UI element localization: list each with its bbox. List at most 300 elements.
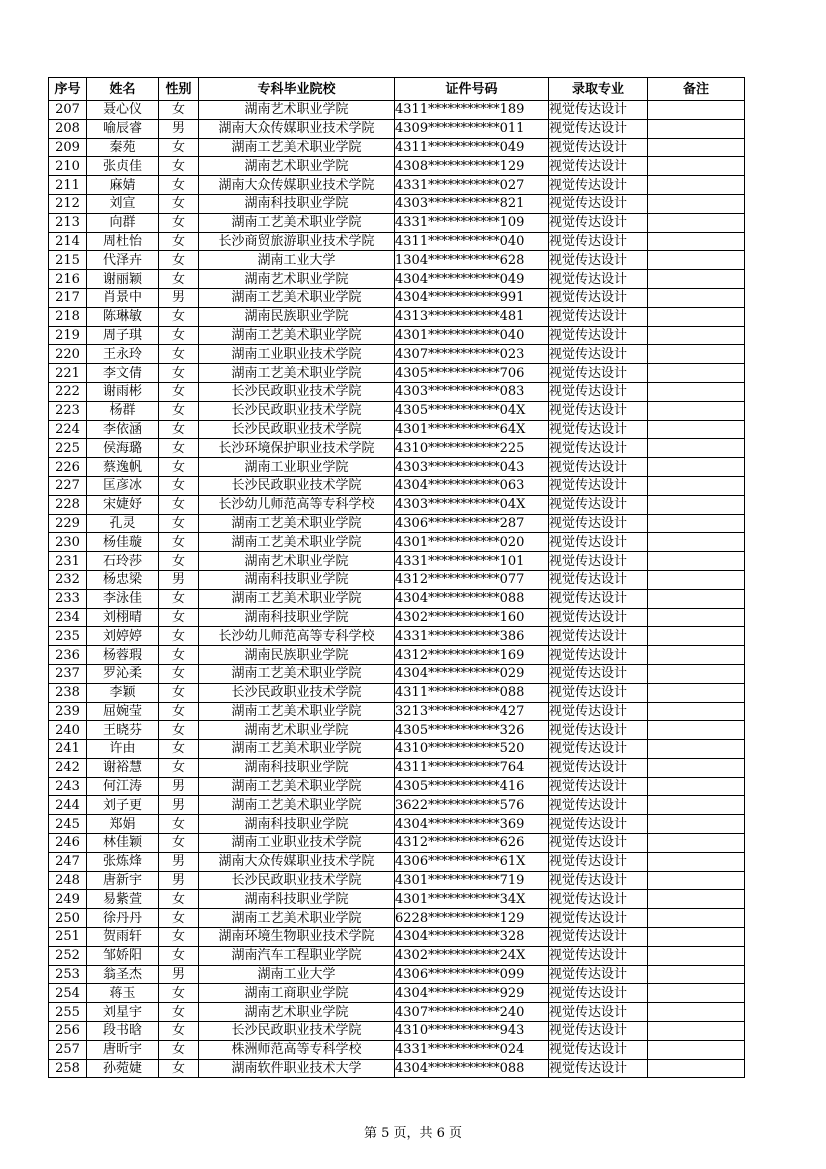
header-school: 专科毕业院校 bbox=[199, 78, 395, 101]
cell-note bbox=[648, 946, 745, 965]
cell-gender: 女 bbox=[159, 533, 199, 552]
cell-note bbox=[648, 270, 745, 289]
cell-school: 长沙民政职业技术学院 bbox=[199, 476, 395, 495]
table-row bbox=[49, 458, 745, 477]
cell-gender: 女 bbox=[159, 740, 199, 759]
cell-seq: 255 bbox=[49, 1003, 87, 1022]
table-row bbox=[49, 965, 745, 984]
cell-major: 视觉传达设计 bbox=[549, 834, 648, 853]
cell-note bbox=[648, 589, 745, 608]
table-row bbox=[49, 495, 745, 514]
cell-school: 长沙民政职业技术学院 bbox=[199, 871, 395, 890]
table-row bbox=[49, 740, 745, 759]
cell-seq: 243 bbox=[49, 777, 87, 796]
cell-gender: 女 bbox=[159, 194, 199, 213]
cell-id-number: 4301***********040 bbox=[395, 326, 549, 345]
cell-seq: 239 bbox=[49, 702, 87, 721]
table-row bbox=[49, 852, 745, 871]
cell-note bbox=[648, 796, 745, 815]
cell-school: 湖南科技职业学院 bbox=[199, 890, 395, 909]
cell-note bbox=[648, 777, 745, 796]
table-row bbox=[49, 683, 745, 702]
table-row bbox=[49, 514, 745, 533]
cell-seq: 250 bbox=[49, 909, 87, 928]
table-row bbox=[49, 476, 745, 495]
cell-id-number: 4311***********764 bbox=[395, 758, 549, 777]
cell-gender: 男 bbox=[159, 871, 199, 890]
cell-major: 视觉传达设计 bbox=[549, 119, 648, 138]
cell-name: 许由 bbox=[87, 740, 159, 759]
cell-id-number: 4301***********64X bbox=[395, 420, 549, 439]
cell-gender: 女 bbox=[159, 608, 199, 627]
cell-gender: 女 bbox=[159, 1040, 199, 1059]
cell-note bbox=[648, 646, 745, 665]
cell-seq: 208 bbox=[49, 119, 87, 138]
cell-name: 李文倩 bbox=[87, 364, 159, 383]
cell-gender: 女 bbox=[159, 307, 199, 326]
cell-school: 长沙环境保护职业技术学院 bbox=[199, 439, 395, 458]
cell-id-number: 4305***********326 bbox=[395, 721, 549, 740]
cell-gender: 女 bbox=[159, 589, 199, 608]
cell-id-number: 4307***********023 bbox=[395, 345, 549, 364]
cell-note bbox=[648, 157, 745, 176]
cell-school: 湖南工艺美术职业学院 bbox=[199, 664, 395, 683]
cell-major: 视觉传达设计 bbox=[549, 852, 648, 871]
cell-school: 湖南艺术职业学院 bbox=[199, 1003, 395, 1022]
cell-seq: 225 bbox=[49, 439, 87, 458]
cell-major: 视觉传达设计 bbox=[549, 307, 648, 326]
table-row bbox=[49, 834, 745, 853]
cell-note bbox=[648, 909, 745, 928]
cell-school: 湖南科技职业学院 bbox=[199, 758, 395, 777]
table-row bbox=[49, 777, 745, 796]
cell-school: 湖南工艺美术职业学院 bbox=[199, 326, 395, 345]
cell-major: 视觉传达设计 bbox=[549, 439, 648, 458]
table-row bbox=[49, 646, 745, 665]
cell-id-number: 4309***********011 bbox=[395, 119, 549, 138]
table-row bbox=[49, 157, 745, 176]
cell-school: 湖南工业职业技术学院 bbox=[199, 834, 395, 853]
table-row bbox=[49, 1022, 745, 1041]
cell-name: 杨群 bbox=[87, 401, 159, 420]
cell-gender: 女 bbox=[159, 890, 199, 909]
header-name: 姓名 bbox=[87, 78, 159, 101]
cell-school: 湖南艺术职业学院 bbox=[199, 721, 395, 740]
page-number: 第 5 页，共 6 页 bbox=[363, 1126, 463, 1141]
table-row bbox=[49, 420, 745, 439]
cell-name: 谢裕慧 bbox=[87, 758, 159, 777]
cell-school: 湖南工业大学 bbox=[199, 251, 395, 270]
cell-gender: 女 bbox=[159, 382, 199, 401]
cell-major: 视觉传达设计 bbox=[549, 1059, 648, 1078]
cell-seq: 253 bbox=[49, 965, 87, 984]
cell-note bbox=[648, 815, 745, 834]
table-row bbox=[49, 364, 745, 383]
cell-name: 蒋玉 bbox=[87, 984, 159, 1003]
cell-name: 孔灵 bbox=[87, 514, 159, 533]
table-row bbox=[49, 721, 745, 740]
cell-note bbox=[648, 138, 745, 157]
table-row bbox=[49, 928, 745, 947]
cell-name: 向群 bbox=[87, 213, 159, 232]
table-row bbox=[49, 627, 745, 646]
cell-note bbox=[648, 627, 745, 646]
cell-gender: 女 bbox=[159, 138, 199, 157]
cell-major: 视觉传达设计 bbox=[549, 721, 648, 740]
cell-id-number: 4304***********991 bbox=[395, 288, 549, 307]
cell-name: 刘星宇 bbox=[87, 1003, 159, 1022]
cell-major: 视觉传达设计 bbox=[549, 984, 648, 1003]
cell-seq: 231 bbox=[49, 552, 87, 571]
header-major: 录取专业 bbox=[549, 78, 648, 101]
cell-gender: 女 bbox=[159, 721, 199, 740]
table-row bbox=[49, 119, 745, 138]
cell-id-number: 4311***********189 bbox=[395, 101, 549, 120]
cell-id-number: 4306***********61X bbox=[395, 852, 549, 871]
cell-seq: 254 bbox=[49, 984, 87, 1003]
cell-note bbox=[648, 740, 745, 759]
cell-gender: 男 bbox=[159, 570, 199, 589]
table-row bbox=[49, 758, 745, 777]
table-row bbox=[49, 270, 745, 289]
cell-name: 周杜怡 bbox=[87, 232, 159, 251]
cell-seq: 213 bbox=[49, 213, 87, 232]
table-row bbox=[49, 288, 745, 307]
cell-id-number: 6228***********129 bbox=[395, 909, 549, 928]
cell-id-number: 4305***********706 bbox=[395, 364, 549, 383]
cell-seq: 251 bbox=[49, 928, 87, 947]
cell-name: 麻婧 bbox=[87, 176, 159, 195]
cell-name: 王永玲 bbox=[87, 345, 159, 364]
cell-seq: 232 bbox=[49, 570, 87, 589]
cell-id-number: 4310***********520 bbox=[395, 740, 549, 759]
cell-id-number: 4313***********481 bbox=[395, 307, 549, 326]
cell-seq: 236 bbox=[49, 646, 87, 665]
cell-school: 湖南工艺美术职业学院 bbox=[199, 514, 395, 533]
cell-name: 杨忠梁 bbox=[87, 570, 159, 589]
cell-school: 湖南工艺美术职业学院 bbox=[199, 740, 395, 759]
cell-seq: 234 bbox=[49, 608, 87, 627]
cell-gender: 女 bbox=[159, 458, 199, 477]
cell-id-number: 4331***********109 bbox=[395, 213, 549, 232]
cell-major: 视觉传达设计 bbox=[549, 138, 648, 157]
cell-major: 视觉传达设计 bbox=[549, 476, 648, 495]
table-row bbox=[49, 570, 745, 589]
cell-major: 视觉传达设计 bbox=[549, 232, 648, 251]
cell-school: 湖南工艺美术职业学院 bbox=[199, 796, 395, 815]
cell-seq: 217 bbox=[49, 288, 87, 307]
cell-seq: 248 bbox=[49, 871, 87, 890]
cell-major: 视觉传达设计 bbox=[549, 589, 648, 608]
cell-seq: 230 bbox=[49, 533, 87, 552]
cell-gender: 男 bbox=[159, 965, 199, 984]
cell-id-number: 4301***********719 bbox=[395, 871, 549, 890]
cell-name: 翁圣杰 bbox=[87, 965, 159, 984]
cell-id-number: 4308***********129 bbox=[395, 157, 549, 176]
table-row bbox=[49, 608, 745, 627]
cell-school: 湖南工艺美术职业学院 bbox=[199, 702, 395, 721]
cell-name: 宋婕妤 bbox=[87, 495, 159, 514]
cell-note bbox=[648, 307, 745, 326]
cell-major: 视觉传达设计 bbox=[549, 401, 648, 420]
cell-major: 视觉传达设计 bbox=[549, 777, 648, 796]
cell-gender: 女 bbox=[159, 834, 199, 853]
cell-seq: 229 bbox=[49, 514, 87, 533]
cell-gender: 女 bbox=[159, 909, 199, 928]
cell-gender: 女 bbox=[159, 1022, 199, 1041]
cell-note bbox=[648, 326, 745, 345]
table-row bbox=[49, 984, 745, 1003]
cell-major: 视觉传达设计 bbox=[549, 965, 648, 984]
cell-note bbox=[648, 439, 745, 458]
cell-name: 代泽卉 bbox=[87, 251, 159, 270]
cell-school: 湖南汽车工程职业学院 bbox=[199, 946, 395, 965]
cell-school: 湖南工艺美术职业学院 bbox=[199, 533, 395, 552]
cell-name: 邹娇阳 bbox=[87, 946, 159, 965]
cell-major: 视觉传达设计 bbox=[549, 1022, 648, 1041]
cell-school: 长沙民政职业技术学院 bbox=[199, 382, 395, 401]
cell-seq: 221 bbox=[49, 364, 87, 383]
cell-name: 刘婷婷 bbox=[87, 627, 159, 646]
cell-school: 湖南工艺美术职业学院 bbox=[199, 777, 395, 796]
cell-note bbox=[648, 101, 745, 120]
cell-school: 湖南工业职业学院 bbox=[199, 458, 395, 477]
cell-id-number: 4304***********029 bbox=[395, 664, 549, 683]
cell-id-number: 4331***********024 bbox=[395, 1040, 549, 1059]
table-row bbox=[49, 176, 745, 195]
cell-name: 徐丹丹 bbox=[87, 909, 159, 928]
cell-gender: 女 bbox=[159, 815, 199, 834]
cell-id-number: 4311***********040 bbox=[395, 232, 549, 251]
cell-seq: 244 bbox=[49, 796, 87, 815]
cell-school: 湖南艺术职业学院 bbox=[199, 101, 395, 120]
cell-name: 谢雨彬 bbox=[87, 382, 159, 401]
cell-major: 视觉传达设计 bbox=[549, 458, 648, 477]
cell-note bbox=[648, 514, 745, 533]
cell-name: 易紫萱 bbox=[87, 890, 159, 909]
cell-note bbox=[648, 345, 745, 364]
cell-school: 长沙民政职业技术学院 bbox=[199, 420, 395, 439]
cell-major: 视觉传达设计 bbox=[549, 194, 648, 213]
table-row bbox=[49, 796, 745, 815]
cell-school: 长沙幼儿师范高等专科学校 bbox=[199, 495, 395, 514]
cell-major: 视觉传达设计 bbox=[549, 570, 648, 589]
cell-id-number: 3213***********427 bbox=[395, 702, 549, 721]
cell-note bbox=[648, 1022, 745, 1041]
cell-note bbox=[648, 213, 745, 232]
cell-id-number: 4304***********328 bbox=[395, 928, 549, 947]
cell-major: 视觉传达设计 bbox=[549, 213, 648, 232]
cell-seq: 224 bbox=[49, 420, 87, 439]
cell-gender: 女 bbox=[159, 946, 199, 965]
cell-major: 视觉传达设计 bbox=[549, 1003, 648, 1022]
cell-seq: 237 bbox=[49, 664, 87, 683]
cell-seq: 216 bbox=[49, 270, 87, 289]
cell-school: 湖南工艺美术职业学院 bbox=[199, 138, 395, 157]
table-row bbox=[49, 401, 745, 420]
cell-school: 湖南科技职业学院 bbox=[199, 815, 395, 834]
cell-id-number: 4304***********929 bbox=[395, 984, 549, 1003]
cell-major: 视觉传达设计 bbox=[549, 420, 648, 439]
cell-gender: 女 bbox=[159, 514, 199, 533]
table-row bbox=[49, 194, 745, 213]
cell-major: 视觉传达设计 bbox=[549, 382, 648, 401]
cell-gender: 男 bbox=[159, 777, 199, 796]
cell-note bbox=[648, 382, 745, 401]
table-row bbox=[49, 909, 745, 928]
cell-note bbox=[648, 664, 745, 683]
table-row bbox=[49, 1003, 745, 1022]
cell-school: 湖南工商职业学院 bbox=[199, 984, 395, 1003]
table-row bbox=[49, 589, 745, 608]
cell-seq: 227 bbox=[49, 476, 87, 495]
cell-school: 湖南民族职业学院 bbox=[199, 307, 395, 326]
cell-school: 湖南大众传媒职业技术学院 bbox=[199, 852, 395, 871]
cell-note bbox=[648, 194, 745, 213]
cell-major: 视觉传达设计 bbox=[549, 176, 648, 195]
cell-major: 视觉传达设计 bbox=[549, 345, 648, 364]
table-row bbox=[49, 251, 745, 270]
cell-seq: 212 bbox=[49, 194, 87, 213]
cell-note bbox=[648, 834, 745, 853]
cell-note bbox=[648, 965, 745, 984]
cell-id-number: 4331***********101 bbox=[395, 552, 549, 571]
cell-id-number: 4331***********386 bbox=[395, 627, 549, 646]
cell-gender: 女 bbox=[159, 270, 199, 289]
cell-name: 李依涵 bbox=[87, 420, 159, 439]
cell-name: 段书晗 bbox=[87, 1022, 159, 1041]
cell-school: 长沙民政职业技术学院 bbox=[199, 1022, 395, 1041]
cell-school: 湖南软件职业技术大学 bbox=[199, 1059, 395, 1078]
cell-id-number: 4304***********063 bbox=[395, 476, 549, 495]
cell-name: 张贞佳 bbox=[87, 157, 159, 176]
cell-id-number: 4301***********34X bbox=[395, 890, 549, 909]
cell-name: 肖景中 bbox=[87, 288, 159, 307]
cell-seq: 210 bbox=[49, 157, 87, 176]
cell-gender: 女 bbox=[159, 758, 199, 777]
cell-note bbox=[648, 251, 745, 270]
cell-id-number: 4312***********077 bbox=[395, 570, 549, 589]
cell-school: 湖南艺术职业学院 bbox=[199, 157, 395, 176]
cell-id-number: 4302***********160 bbox=[395, 608, 549, 627]
cell-note bbox=[648, 928, 745, 947]
cell-id-number: 4312***********626 bbox=[395, 834, 549, 853]
table-row bbox=[49, 871, 745, 890]
cell-seq: 258 bbox=[49, 1059, 87, 1078]
table-row bbox=[49, 382, 745, 401]
cell-id-number: 4301***********020 bbox=[395, 533, 549, 552]
cell-seq: 228 bbox=[49, 495, 87, 514]
cell-gender: 女 bbox=[159, 984, 199, 1003]
cell-seq: 211 bbox=[49, 176, 87, 195]
cell-school: 湖南大众传媒职业技术学院 bbox=[199, 176, 395, 195]
cell-gender: 男 bbox=[159, 852, 199, 871]
cell-name: 屈婉莹 bbox=[87, 702, 159, 721]
cell-gender: 男 bbox=[159, 119, 199, 138]
cell-note bbox=[648, 1040, 745, 1059]
cell-note bbox=[648, 364, 745, 383]
cell-major: 视觉传达设计 bbox=[549, 646, 648, 665]
cell-gender: 女 bbox=[159, 664, 199, 683]
cell-major: 视觉传达设计 bbox=[549, 890, 648, 909]
cell-name: 杨蓉瑕 bbox=[87, 646, 159, 665]
header-gender: 性别 bbox=[159, 78, 199, 101]
table-row bbox=[49, 345, 745, 364]
cell-school: 长沙商贸旅游职业技术学院 bbox=[199, 232, 395, 251]
cell-seq: 247 bbox=[49, 852, 87, 871]
cell-major: 视觉传达设计 bbox=[549, 758, 648, 777]
cell-id-number: 4305***********416 bbox=[395, 777, 549, 796]
cell-name: 蔡逸帆 bbox=[87, 458, 159, 477]
cell-major: 视觉传达设计 bbox=[549, 627, 648, 646]
cell-school: 株洲师范高等专科学校 bbox=[199, 1040, 395, 1059]
cell-gender: 女 bbox=[159, 326, 199, 345]
cell-major: 视觉传达设计 bbox=[549, 1040, 648, 1059]
table-row bbox=[49, 815, 745, 834]
cell-name: 唐新宇 bbox=[87, 871, 159, 890]
table-body bbox=[49, 101, 745, 1078]
table-row bbox=[49, 702, 745, 721]
cell-seq: 209 bbox=[49, 138, 87, 157]
cell-school: 湖南科技职业学院 bbox=[199, 194, 395, 213]
cell-seq: 226 bbox=[49, 458, 87, 477]
cell-name: 唐昕宇 bbox=[87, 1040, 159, 1059]
cell-note bbox=[648, 852, 745, 871]
cell-name: 郑娟 bbox=[87, 815, 159, 834]
cell-major: 视觉传达设计 bbox=[549, 664, 648, 683]
cell-gender: 女 bbox=[159, 420, 199, 439]
cell-seq: 252 bbox=[49, 946, 87, 965]
table-row bbox=[49, 533, 745, 552]
cell-seq: 222 bbox=[49, 382, 87, 401]
cell-gender: 女 bbox=[159, 401, 199, 420]
cell-school: 长沙民政职业技术学院 bbox=[199, 401, 395, 420]
cell-seq: 220 bbox=[49, 345, 87, 364]
cell-seq: 245 bbox=[49, 815, 87, 834]
cell-id-number: 4304***********088 bbox=[395, 589, 549, 608]
cell-gender: 男 bbox=[159, 288, 199, 307]
cell-major: 视觉传达设计 bbox=[549, 533, 648, 552]
cell-name: 李泳佳 bbox=[87, 589, 159, 608]
cell-id-number: 4311***********049 bbox=[395, 138, 549, 157]
table-row bbox=[49, 1040, 745, 1059]
admission-table bbox=[48, 77, 745, 1078]
header-row bbox=[49, 78, 745, 101]
cell-id-number: 4304***********049 bbox=[395, 270, 549, 289]
cell-name: 喻辰睿 bbox=[87, 119, 159, 138]
cell-seq: 223 bbox=[49, 401, 87, 420]
cell-note bbox=[648, 890, 745, 909]
cell-major: 视觉传达设计 bbox=[549, 364, 648, 383]
cell-note bbox=[648, 232, 745, 251]
cell-school: 湖南工业大学 bbox=[199, 965, 395, 984]
cell-name: 刘栩晴 bbox=[87, 608, 159, 627]
cell-note bbox=[648, 458, 745, 477]
cell-gender: 女 bbox=[159, 213, 199, 232]
cell-major: 视觉传达设计 bbox=[549, 251, 648, 270]
cell-major: 视觉传达设计 bbox=[549, 946, 648, 965]
table-row bbox=[49, 307, 745, 326]
table-row bbox=[49, 552, 745, 571]
cell-school: 湖南民族职业学院 bbox=[199, 646, 395, 665]
table-row bbox=[49, 232, 745, 251]
cell-seq: 207 bbox=[49, 101, 87, 120]
cell-gender: 女 bbox=[159, 552, 199, 571]
cell-major: 视觉传达设计 bbox=[549, 909, 648, 928]
cell-seq: 240 bbox=[49, 721, 87, 740]
cell-id-number: 3622***********576 bbox=[395, 796, 549, 815]
table-row bbox=[49, 138, 745, 157]
